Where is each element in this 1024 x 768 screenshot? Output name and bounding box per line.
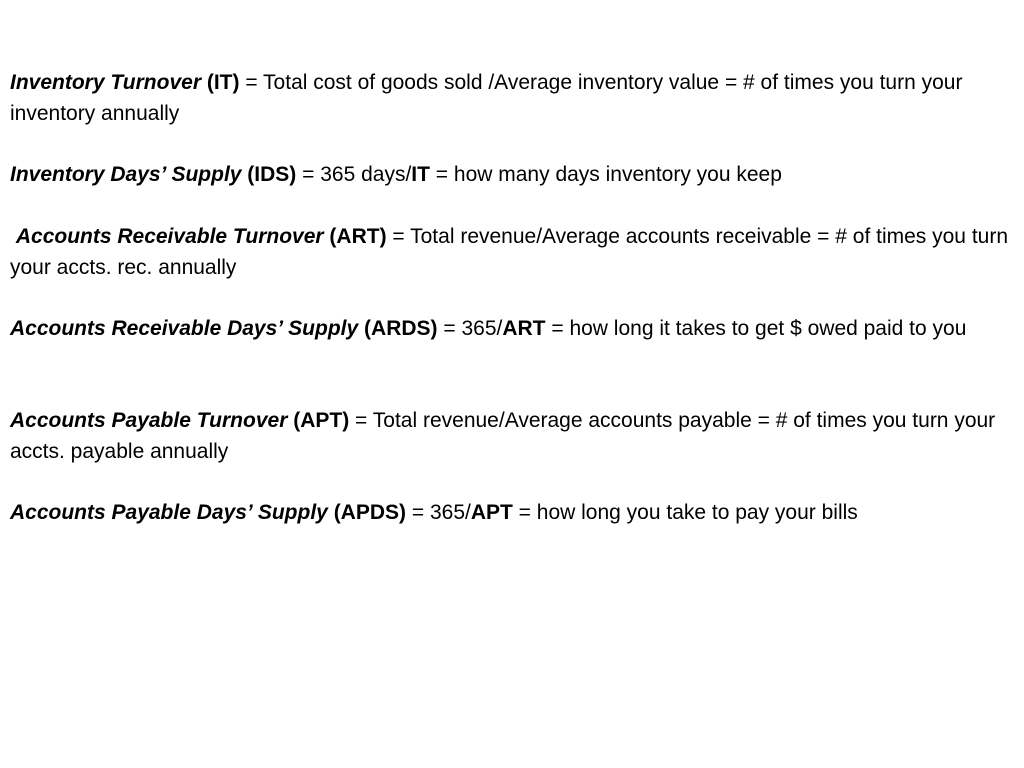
definition-formula: = 365 days/ (296, 163, 412, 186)
definition-term: Accounts Payable Days’ Supply (10, 501, 328, 524)
definition-accounts-payable-turnover (10, 405, 1014, 467)
definition-accounts-receivable-days-supply (10, 313, 1014, 344)
definition-inventory-turnover (10, 67, 1014, 129)
definition-formula: = Total revenue/Average accounts receivable = # of times you turn your accts. rec. annually (10, 225, 1014, 279)
definition-formula: = 365/ (406, 501, 471, 524)
definition-formula: = Total revenue/Average accounts payable = # of times you turn your accts. payable annually (10, 409, 996, 463)
definition-term: Inventory Turnover (10, 71, 201, 94)
definition-abbreviation: (ART) (329, 225, 387, 248)
definition-formula-suffix: = how long it takes to get $ owed paid to you (545, 317, 967, 340)
definition-formula-suffix: = how many days inventory you keep (429, 163, 782, 186)
definition-term: Accounts Payable Turnover (10, 409, 288, 432)
definition-formula-suffix: = how long you take to pay your bills (512, 501, 858, 524)
definition-accounts-payable-days-supply (10, 497, 1014, 528)
definition-inventory-days-supply (10, 159, 1014, 190)
definition-term: Accounts Receivable Turnover (15, 225, 324, 248)
definition-formula: = Total cost of goods sold /Average inventory value = # of times you turn your inventory annually (10, 71, 963, 125)
definition-formula: = 365/ (437, 317, 503, 340)
definition-reference: APT (470, 501, 513, 524)
definition-term: Accounts Receivable Days’ Supply (10, 317, 359, 340)
definition-abbreviation: (IT) (206, 71, 240, 94)
definition-reference: ART (502, 317, 546, 340)
definition-term: Inventory Days’ Supply (10, 163, 242, 186)
definition-accounts-receivable-turnover (10, 221, 1014, 283)
definition-abbreviation: (APT) (293, 409, 350, 432)
definition-abbreviation: (APDS) (333, 501, 407, 524)
definition-abbreviation: (IDS) (247, 163, 297, 186)
definition-abbreviation: (ARDS) (364, 317, 438, 340)
definition-reference: IT (411, 163, 430, 186)
